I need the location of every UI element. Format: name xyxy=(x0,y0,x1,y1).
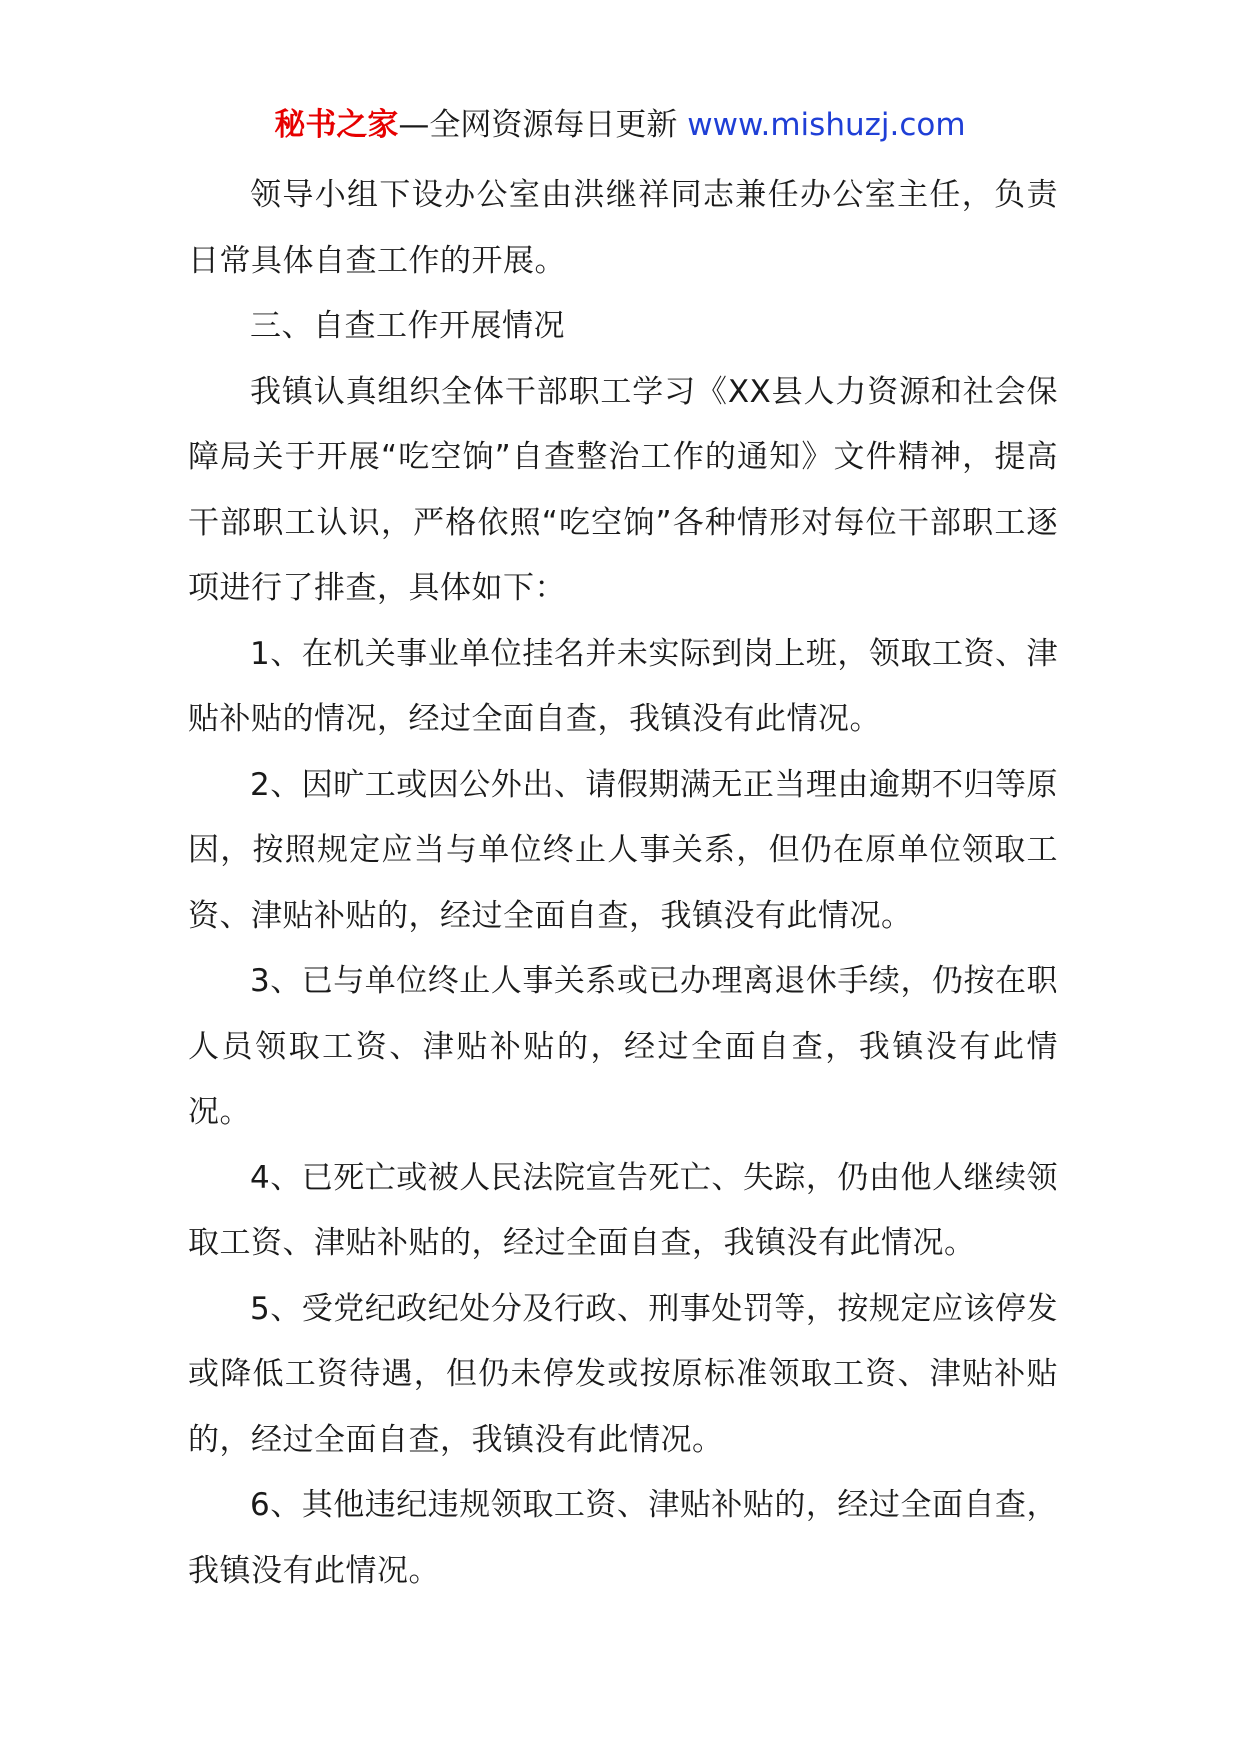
paragraph-office-setup: 领导小组下设办公室由洪继祥同志兼任办公室主任，负责日常具体自查工作的开展。 xyxy=(188,177,1058,279)
list-item-3: 3、已与单位终止人事关系或已办理离退休手续，仍按在职人员领取工资、津贴补贴的，经过全面自查，我镇没有此情况。 xyxy=(188,963,1058,1130)
list-item-1: 1、在机关事业单位挂名并未实际到岗上班，领取工资、津贴补贴的情况，经过全面自查，我镇没有此情况。 xyxy=(188,635,1058,737)
list-item-4: 4、已死亡或被人民法院宣告死亡、失踪，仍由他人继续领取工资、津贴补贴的，经过全面自查，我镇没有此情况。 xyxy=(188,1159,1058,1261)
list-item-5: 5、受党纪政纪处分及行政、刑事处罚等，按规定应该停发或降低工资待遇，但仍未停发或按原标准领取工资、津贴补贴的，经过全面自查，我镇没有此情况。 xyxy=(188,1290,1058,1458)
list-item-2: 2、因旷工或因公外出、请假期满无正当理由逾期不归等原因，按照规定应当与单位终止人事关系，但仍在原单位领取工资、津贴补贴的，经过全面自查，我镇没有此情况。 xyxy=(188,766,1058,934)
page-header xyxy=(0,100,1240,150)
paragraph-study-notice: 我镇认真组织全体干部职工学习《XX县人力资源和社会保障局关于开展“吃空饷”自查整治工作的通知》文件精神，提高干部职工认识，严格依照“吃空饷”各种情形对每位干部职工逐项进行了排查，具体如下： xyxy=(188,373,1058,606)
list-item-6: 6、其他违纪违规领取工资、津贴补贴的，经过全面自查，我镇没有此情况。 xyxy=(188,1487,1058,1589)
header-tagline: —全网资源每日更新 xyxy=(398,107,688,143)
section-heading-self-check: 三、自查工作开展情况 xyxy=(250,308,565,344)
header-url-link[interactable]: www.mishuzj.com xyxy=(687,107,966,143)
document-body xyxy=(188,163,1058,1604)
brand-name: 秘书之家 xyxy=(274,107,399,143)
